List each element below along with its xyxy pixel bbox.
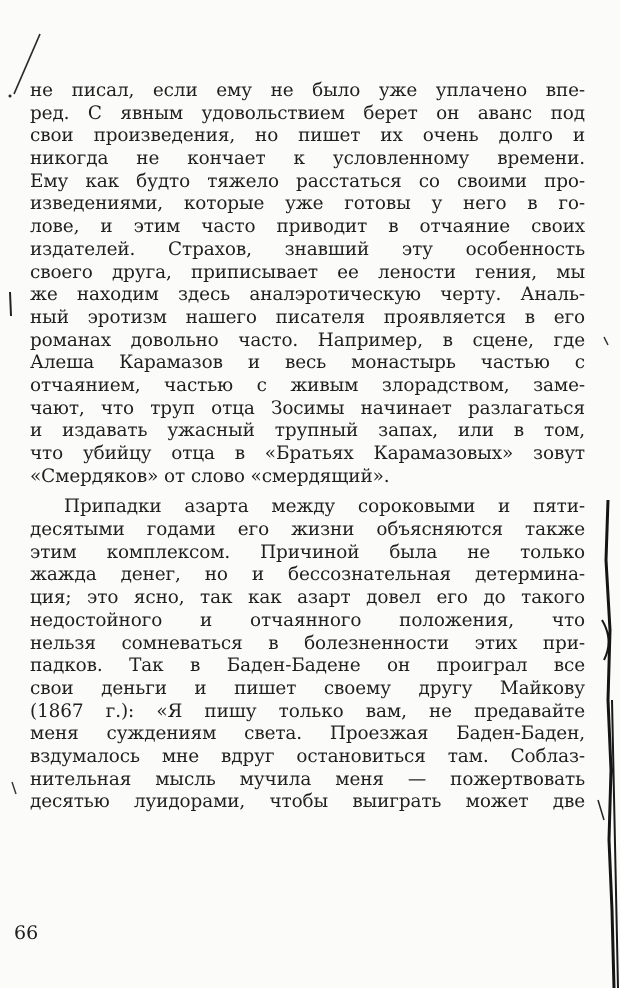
text-line: Алеша Карамазов и весь монастырь частью с (30, 352, 585, 374)
text-line: ный эротизм нашего писателя проявляется в его (30, 306, 585, 328)
text-line: вздумалось мне вдруг остановиться там. Соблаз- (30, 745, 585, 767)
text-line: ред. С явным удовольствием берет он аванс под (30, 102, 585, 124)
text-line: и издавать ужасный трупный запах, или в том, (30, 420, 585, 442)
paragraph (30, 80, 585, 488)
page-number: 66 (14, 922, 39, 944)
text-line: недостойного и отчаянного положения, что (30, 609, 585, 631)
body-text (30, 80, 585, 814)
text-line: жажда денег, но и бессознательная детермина- (30, 564, 585, 586)
text-line: падков. Так в Баден-Бадене он проиграл все (30, 655, 585, 677)
text-line: же находим здесь аналэротическую черту. Аналь- (30, 284, 585, 306)
margin-tick-mark (602, 335, 610, 349)
text-line: изведениями, которые уже готовы у него в го- (30, 193, 585, 215)
text-line: (1867 г.): «Я пишу только вам, не предавайте (30, 700, 585, 722)
text-line: меня суждениям света. Проезжая Баден-Баден, (30, 723, 585, 745)
text-line: нительная мысль мучила меня — пожертвовать (30, 768, 585, 790)
text-line: романах довольно часто. Например, в сцене, где (30, 329, 585, 351)
text-line: десятью луидорами, чтобы выиграть может две (30, 791, 585, 813)
text-line: нельзя сомневаться в болезненности этих при- (30, 632, 585, 654)
text-line: этим комплексом. Причиной была не только (30, 541, 585, 563)
text-line: своего друга, приписывает ее лености гения, мы (30, 261, 585, 283)
text-line: ция; это ясно, так как азарт довел его до такого (30, 587, 585, 609)
binding-edge-mark (584, 500, 620, 988)
text-line: свои произведения, но пишет их очень долго и (30, 125, 585, 147)
text-line: свои деньги и пишет своему другу Майкову (30, 677, 585, 699)
text-line: чают, что труп отца Зосимы начинает разлагаться (30, 397, 585, 419)
paragraph (30, 496, 585, 814)
text-line: отчаянием, частью с живым злорадством, заме- (30, 374, 585, 396)
text-line: Припадки азарта между сороковыми и пяти- (64, 496, 585, 518)
text-line: никогда не кончает к условленному времени. (30, 148, 585, 170)
text-line: издателей. Страхов, знавший эту особенность (30, 238, 585, 260)
text-line: не писал, если ему не было уже уплачено впе- (30, 80, 585, 101)
text-line: что убийцу отца в «Братьях Карамазовых» зовут (30, 443, 585, 464)
text-line: десятыми годами его жизни объясняются также (30, 519, 585, 541)
text-line: Ему как будто тяжело расстаться со своими про- (30, 170, 585, 192)
text-line: «Смердяков» от слово «смердящий». (30, 465, 390, 487)
margin-tick-mark (7, 290, 15, 320)
text-line: лове, и этим часто приводит в отчаяние своих (30, 216, 585, 238)
margin-tick-mark (10, 780, 20, 800)
